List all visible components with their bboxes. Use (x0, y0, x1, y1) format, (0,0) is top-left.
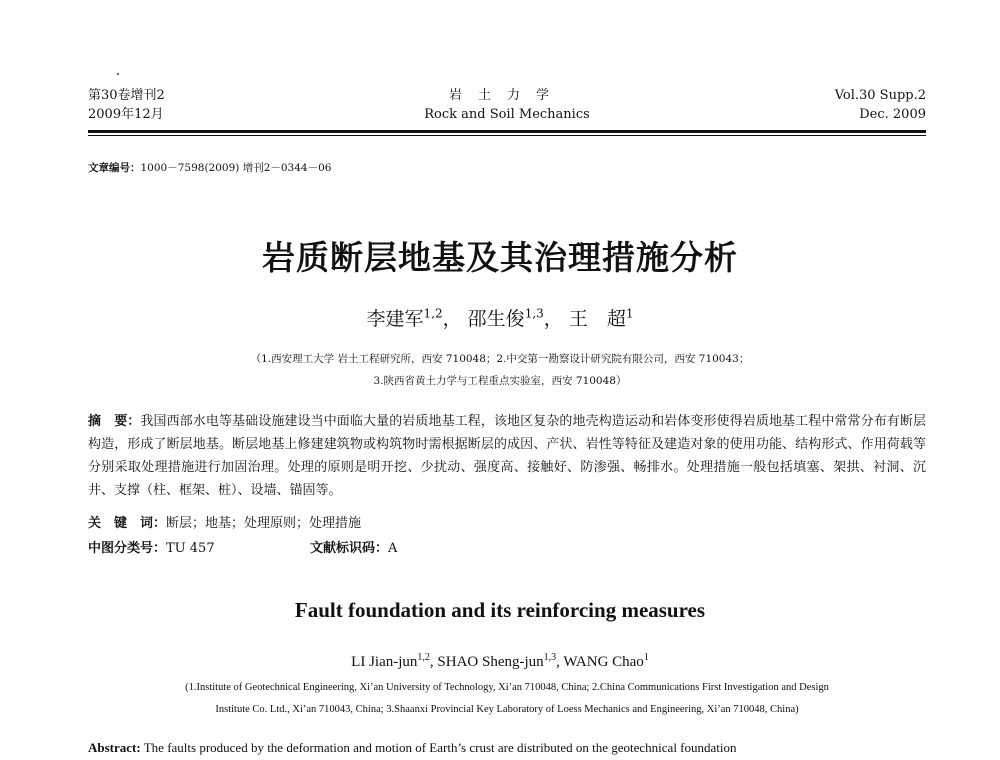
scan-speck (117, 73, 119, 75)
author-separator: , (556, 654, 564, 670)
keywords-text: 断层；地基；处理原则；处理措施 (166, 516, 362, 531)
author-separator: , (429, 654, 438, 670)
author-affil-sup: 1 (625, 306, 634, 321)
author-affil-sup: 1,3 (524, 306, 544, 321)
journal-name-en: Rock and Soil Mechanics (424, 107, 590, 122)
affiliation-line-en: (1.Institute of Geotechnical Engineering, Xi’an University of Technology, Xi’an 710048, China; 2.China Communications First Investigation and Design (185, 682, 829, 693)
abstract-cn (88, 410, 926, 502)
header-rule-thick (88, 130, 926, 133)
author-name: 王 超 (568, 308, 626, 330)
affiliations-cn (0, 348, 1000, 392)
abstract-label-cn: 摘 要： (88, 414, 141, 429)
keywords-cn (88, 512, 361, 531)
authors-en (0, 652, 1000, 671)
author-name-en: LI Jian-jun (351, 654, 418, 670)
header-volume-en (835, 86, 926, 124)
authors-cn: 李建军$^{1,2}$， 邵生俊$^{1,3}$， 王 超$^1$ (366, 306, 634, 330)
document-code (310, 537, 397, 556)
header-rule-thin (88, 135, 926, 136)
abstract-label-en: Abstract: (88, 740, 141, 755)
author-affil-sup-en: 1,2 (417, 652, 430, 663)
journal-name-cn: 岩土力学 (448, 88, 565, 103)
paper-title-en: Fault foundation and its reinforcing measures (294, 598, 706, 622)
article-number-value: 1000－7598(2009) 增刊2－0344－06 (140, 162, 332, 174)
author-affil-sup-en: 1,3 (543, 652, 557, 663)
affiliation-line-en: Institute Co. Ltd., Xi’an 710043, China; 3.Shaanxi Provincial Key Laboratory of Loess Mechanics and Engineering, Xi’an 710048, China) (215, 704, 799, 715)
affiliations-en (88, 677, 926, 721)
abstract-text-cn: 我国西部水电等基础设施建设当中面临大量的岩质地基工程，该地区复杂的地壳构造运动和岩体变形使得岩质地基工程中常常分布有断层构造，形成了断层地基。断层地基上修建建筑物或构筑物时需根据断层的成因、产状、岩性等特征及建造对象的使用功能、结构形式、作用荷载等分别采取处理措施进行加固治理。处理的原则是明开挖、少扰动、强度高、接触好、防渗强、畅排水。处理措施一般包括填塞、架拱、衬洞、沉井、支撑（柱、框架、桩）、设墙、锚固等。 (88, 414, 926, 498)
keywords-label: 关 键 词： (88, 516, 167, 531)
header-date-en: Dec. 2009 (859, 107, 926, 122)
author-affil-sup: 1,2 (423, 306, 443, 321)
author-name: 邵生俊 (467, 308, 525, 330)
author-name-en: SHAO Sheng-jun (437, 654, 544, 670)
abstract-en (88, 740, 926, 756)
header-date-cn: 2009年12月 (88, 107, 164, 122)
article-number-label: 文章编号： (88, 162, 141, 174)
classification-value: TU 457 (166, 541, 215, 556)
author-name: 李建军 (366, 308, 424, 330)
paper-title-cn: 岩质断层地基及其治理措施分析 (262, 238, 738, 277)
header-vol-supp: Vol.30 Supp.2 (834, 88, 926, 103)
affiliation-line: 3.陕西省黄土力学与工程重点实验室，西安 710048） (373, 375, 627, 387)
journal-header (88, 86, 926, 130)
document-code-label: 文献标识码： (310, 541, 389, 556)
document-code-value: A (388, 541, 398, 556)
classification-label: 中图分类号： (88, 541, 167, 556)
article-number (88, 160, 331, 175)
author-affil-sup-en: 1 (643, 652, 649, 663)
header-volume-issue: 第30卷增刊2 (88, 88, 165, 103)
affiliation-line: （1.西安理工大学 岩土工程研究所，西安 710048；2.中交第一勘察设计研究院有限公司，西安 710043； (250, 353, 750, 365)
abstract-text-en: The faults produced by the deformation and motion of Earth’s crust are distributed on the geotechnical foundation (143, 740, 737, 755)
header-journal-name (88, 86, 926, 124)
author-name-en: WANG Chao (563, 654, 644, 670)
classification-number (88, 537, 215, 556)
